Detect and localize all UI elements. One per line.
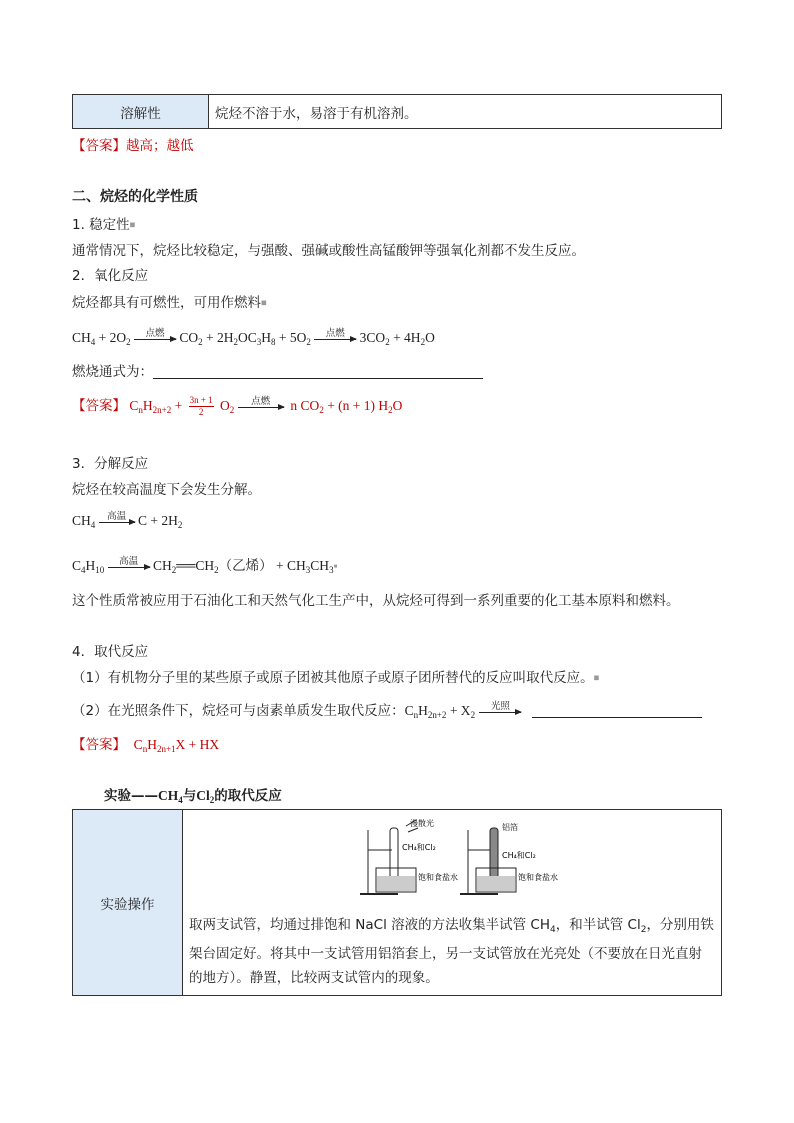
fraction: $\frac{3n + 1}{2}$: [189, 395, 213, 418]
anchor-mark-icon: ■: [333, 563, 338, 570]
experiment-label: 实验操作: [100, 896, 155, 913]
answer-tag: 【答案】: [72, 398, 126, 414]
anchor-mark-icon: ■: [593, 674, 600, 682]
substitution-p2: （2）在光照条件下，烷烃可与卤素单质发生取代反应：$C_nH_{2n+2} + X_2$ 光照: [72, 699, 702, 720]
reaction-arrow: 高温: [99, 520, 135, 523]
combustion-equation: $CH_4 + 2O_2$ 点燃 $CO_2 + 2H_2OC_3H_8 + 5O_2$ 点燃 $3CO_2 + 4H_2O$: [72, 329, 435, 347]
blank-line: [532, 705, 702, 718]
oxidation-text: 烷烃都具有可燃性，可用作燃料■: [72, 295, 267, 311]
stability-text: 通常情况下，烷烃比较稳定，与强酸、强碱或酸性高锰酸钾等强氧化剂都不发生反应。: [72, 243, 585, 259]
decomposition-note: 这个性质常被应用于石油化工和天然气化工生产中，从烷烃可得到一系列重要的化工基本原料和燃料。: [72, 593, 680, 609]
reaction-arrow: 高温: [108, 565, 150, 568]
answer-2: 【答案】 $C_nH_{2n+2}$ + $\frac{3n + 1}{2}$ $O_2$ 点燃 n $CO_2 + (n + 1)$ $H_2O$: [72, 395, 403, 418]
reaction-arrow: 点燃: [238, 405, 284, 408]
methane-decomposition: $CH_4$ 高温 $C + 2H_2$: [72, 512, 183, 530]
experiment-table: [72, 809, 722, 996]
table-label-cell: [73, 95, 209, 129]
substitution-heading: 4．取代反应: [72, 644, 149, 660]
experiment-title: 实验$——CH_4$与$Cl_2$的取代反应: [104, 788, 282, 805]
left-gas-label: CH₄和Cl₂: [402, 843, 436, 852]
blank-line: [153, 366, 483, 379]
decomposition-text: 烷烃在较高温度下会发生分解。: [72, 482, 261, 498]
answer-1: [72, 134, 194, 154]
experiment-text: 取两支试管，均通过排饱和 NaCl 溶液的方法收集半试管 $CH_4$，和半试管 $Cl_2$，分别用铁 架台固定好。将其中一支试管用铝箔套上，另一支试管放在光亮处（不要放在日光直射 的地方）。静置，比较两支试管内的现象。: [189, 917, 714, 986]
diffuse-light-label: 漫散光: [410, 819, 434, 828]
answer-tag: 【答案】: [72, 737, 126, 753]
answer-text: 越高；越低: [126, 138, 194, 154]
butane-cracking: $C_4H_{10}$ 高温 $CH_2══CH_2$（乙烯） + $CH_3CH_3■$: [72, 557, 338, 575]
stability-heading: 1. 稳定性■: [72, 217, 136, 233]
section-title: 二、烷烃的化学性质: [72, 189, 198, 205]
answer-tag: 【答案】: [72, 138, 126, 154]
general-formula-line: [72, 360, 483, 380]
apparatus-diagram: [358, 818, 578, 898]
left-apparatus: [360, 820, 418, 894]
reaction-arrow: 点燃: [314, 337, 356, 340]
reaction-arrow: 点燃: [134, 337, 176, 340]
right-liquid-label: 饱和食盐水: [518, 873, 558, 882]
decomposition-heading: 3．分解反应: [72, 456, 149, 472]
table-content: 烷烃不溶于水，易溶于有机溶剂。: [215, 105, 418, 122]
anchor-mark-icon: ■: [261, 299, 267, 307]
right-apparatus: [460, 828, 516, 894]
general-label: 燃烧通式为：: [72, 364, 153, 380]
substitution-p1: （1）有机物分子里的某些原子或原子团被其他原子或原子团所替代的反应叫取代反应。■: [72, 670, 600, 686]
right-gas-label: CH₄和Cl₂: [502, 851, 536, 860]
solubility-table: [72, 94, 722, 129]
table-content-cell: [209, 95, 722, 129]
experiment-content-cell: [183, 810, 722, 996]
reaction-arrow: 光照: [479, 710, 521, 713]
table-label: 溶解性: [120, 105, 161, 122]
foil-label: 铝箔: [502, 823, 518, 832]
left-liquid-label: 饱和食盐水: [418, 873, 458, 882]
experiment-label-cell: [73, 810, 183, 996]
answer-4: 【答案】 $C_nH_{2n+1}X$ + HX: [72, 737, 220, 754]
oxidation-heading: 2．氧化反应: [72, 268, 149, 284]
anchor-mark-icon: ■: [129, 221, 136, 229]
